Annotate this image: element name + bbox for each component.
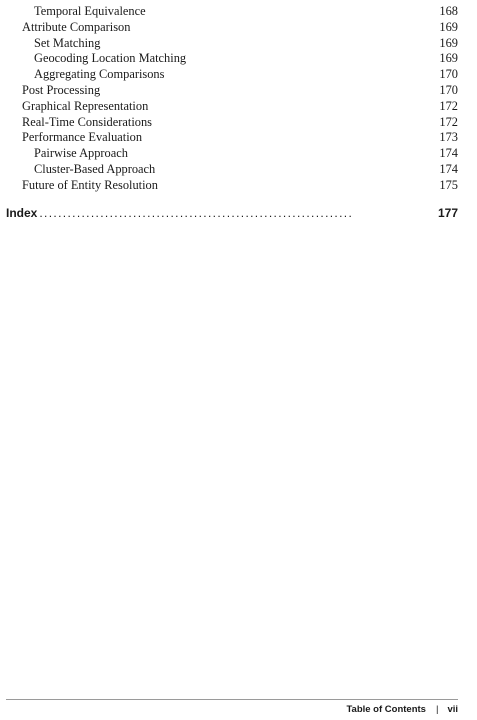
toc-entry-page: 168 bbox=[439, 4, 458, 18]
toc-entry-index[interactable] bbox=[6, 205, 458, 221]
toc-entry-page: 169 bbox=[439, 51, 458, 66]
toc-entry-page: 170 bbox=[439, 67, 458, 82]
toc-entry-title: Aggregating Comparisons bbox=[34, 67, 165, 82]
toc-entry-geocoding-location-matching[interactable] bbox=[22, 51, 458, 67]
toc-index-page: 177 bbox=[437, 206, 458, 220]
dot-leader: ................................................................... bbox=[39, 206, 354, 220]
toc-entry-title: Temporal Equivalence bbox=[34, 4, 146, 18]
footer-divider bbox=[6, 699, 458, 700]
toc-entry-title: Performance Evaluation bbox=[22, 130, 143, 145]
toc-entry-page: 175 bbox=[439, 177, 458, 192]
toc-entry-title: Real-Time Considerations bbox=[22, 114, 152, 129]
toc-entry-page: 173 bbox=[439, 130, 458, 145]
toc-entry-real-time-considerations[interactable] bbox=[22, 115, 458, 131]
toc-entry-title: Pairwise Approach bbox=[34, 146, 128, 161]
toc-entry-title: Graphical Representation bbox=[22, 98, 149, 113]
toc-entry-post-processing[interactable] bbox=[22, 83, 458, 99]
toc-entry-set-matching[interactable] bbox=[22, 36, 458, 52]
toc-entry-title: Set Matching bbox=[34, 35, 101, 50]
toc-entry-temporal-equivalence[interactable] bbox=[22, 4, 458, 20]
table-of-contents bbox=[22, 4, 458, 194]
toc-entry-page: 174 bbox=[439, 146, 458, 161]
footer-page-number: vii bbox=[447, 704, 458, 715]
toc-entry-title: Attribute Comparison bbox=[22, 19, 131, 34]
toc-entry-title: Future of Entity Resolution bbox=[22, 177, 158, 192]
toc-index-title: Index bbox=[6, 206, 38, 220]
toc-entry-title: Cluster-Based Approach bbox=[34, 161, 156, 176]
toc-entry-page: 170 bbox=[439, 82, 458, 97]
toc-entry-title: Post Processing bbox=[22, 82, 101, 97]
page-footer bbox=[346, 703, 458, 717]
toc-entry-page: 169 bbox=[439, 35, 458, 50]
toc-entry-attribute-comparison[interactable] bbox=[22, 20, 458, 36]
toc-entry-page: 169 bbox=[439, 19, 458, 34]
toc-entry-title: Geocoding Location Matching bbox=[34, 51, 187, 66]
toc-entry-future-of-entity-resolution[interactable] bbox=[22, 178, 458, 194]
footer-separator: | bbox=[435, 704, 439, 715]
toc-entry-cluster-based-approach[interactable] bbox=[22, 162, 458, 178]
toc-entry-performance-evaluation[interactable] bbox=[22, 130, 458, 146]
toc-entry-graphical-representation[interactable] bbox=[22, 99, 458, 115]
toc-entry-pairwise-approach[interactable] bbox=[22, 146, 458, 162]
footer-section-title: Table of Contents bbox=[346, 704, 426, 715]
toc-entry-aggregating-comparisons[interactable] bbox=[22, 67, 458, 83]
toc-entry-page: 172 bbox=[439, 98, 458, 113]
toc-entry-page: 172 bbox=[439, 114, 458, 129]
toc-entry-page: 174 bbox=[439, 161, 458, 176]
